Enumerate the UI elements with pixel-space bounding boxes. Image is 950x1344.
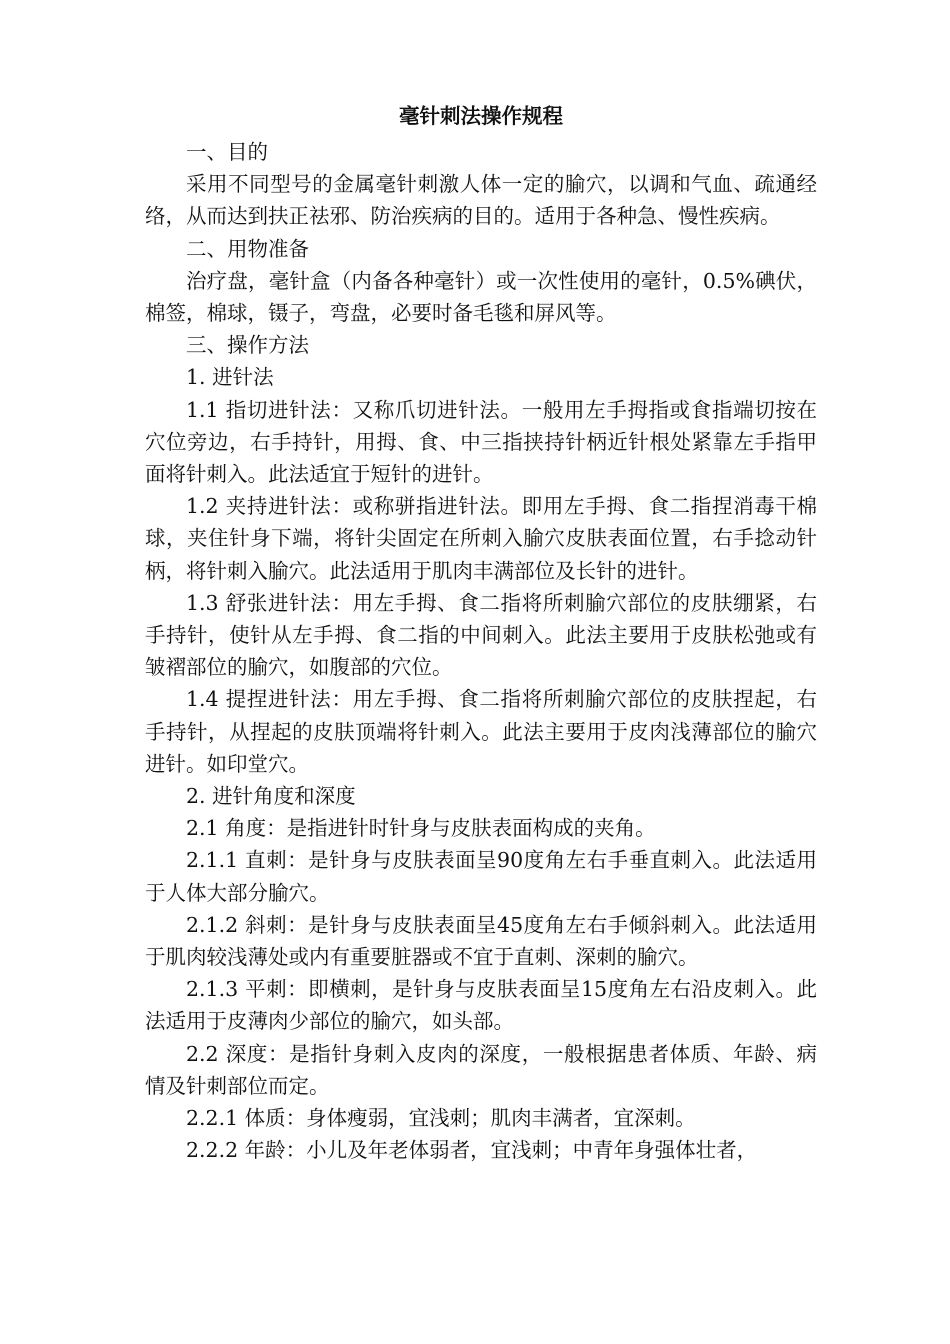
paragraph-2-1: 2.1 角度：是指进针时针身与皮肤表面构成的夹角。: [186, 816, 656, 841]
paragraph-2-2-2: 2.2.2 年龄：小儿及年老体弱者，宜浅刺；中青年身强体壮者，: [186, 1138, 758, 1163]
paragraph-2-2: 2.2 深度：是指针身刺入皮肉的深度，一般根据患者体质、年龄、病情及针刺部位而定。: [145, 1041, 817, 1098]
paragraph-1-2: 1.2 夹持进针法：或称骈指进针法。即用左手拇、食二指捏消毒干棉球，夹住针身下端，将针尖固定在所刺入腧穴皮肤表面位置，右手捻动针柄，将针刺入腧穴。此法适用于肌肉丰满部位及长针的进针。: [145, 494, 817, 583]
paragraph-2-1-3: 2.1.3 平刺：即横刺，是针身与皮肤表面呈15度角左右沿皮刺入。此法适用于皮薄肉少部位的腧穴，如头部。: [145, 977, 817, 1034]
paragraph-2-2-1: 2.2.1 体质：身体瘦弱，宜浅刺；肌肉丰满者，宜深刺。: [186, 1106, 696, 1131]
paragraph-1-3: 1.3 舒张进针法：用左手拇、食二指将所刺腧穴部位的皮肤绷紧，右手持针，使针从左手拇、食二指的中间刺入。此法主要用于皮肤松弛或有皱褶部位的腧穴，如腹部的穴位。: [145, 590, 817, 680]
document-title: 毫针刺法操作规程: [399, 104, 563, 128]
section-heading-method: 三、操作方法: [186, 333, 309, 358]
subheading-needle-insertion: 1. 进针法: [186, 365, 274, 390]
paragraph-1-1: 1.1 指切进针法：又称爪切进针法。一般用左手拇指或食指端切按在穴位旁边，右手持针，用拇、食、中三指挟持针柄近针根处紧靠左手指甲面将针刺入。此法适宜于短针的进针。: [145, 397, 817, 487]
paragraph-purpose: 采用不同型号的金属毫针刺激人体一定的腧穴，以调和气血、疏通经络，从而达到扶正祛邪、防治疾病的目的。适用于各种急、慢性疾病。: [145, 172, 817, 229]
subheading-angle-depth: 2. 进针角度和深度: [186, 784, 356, 809]
section-heading-purpose: 一、目的: [186, 140, 268, 164]
paragraph-1-4: 1.4 提捏进针法：用左手拇、食二指将所刺腧穴部位的皮肤捏起，右手持针，从捏起的皮肤顶端将针刺入。此法主要用于皮肉浅薄部位的腧穴进针。如印堂穴。: [145, 687, 817, 776]
document-body: [145, 100, 817, 1167]
paragraph-2-1-2: 2.1.2 斜刺：是针身与皮肤表面呈45度角左右手倾斜刺入。此法适用于肌肉较浅薄处或内有重要脏器或不宜于直刺、深刺的腧穴。: [145, 912, 817, 970]
paragraph-2-1-1: 2.1.1 直刺：是针身与皮肤表面呈90度角左右手垂直刺入。此法适用于人体大部分腧穴。: [145, 848, 817, 905]
section-heading-materials: 二、用物准备: [186, 236, 309, 261]
paragraph-materials: 治疗盘，毫针盒（内备各种毫针）或一次性使用的毫针，0.5%碘伏，棉签，棉球，镊子，弯盘，必要时备毛毯和屏风等。: [145, 268, 817, 326]
